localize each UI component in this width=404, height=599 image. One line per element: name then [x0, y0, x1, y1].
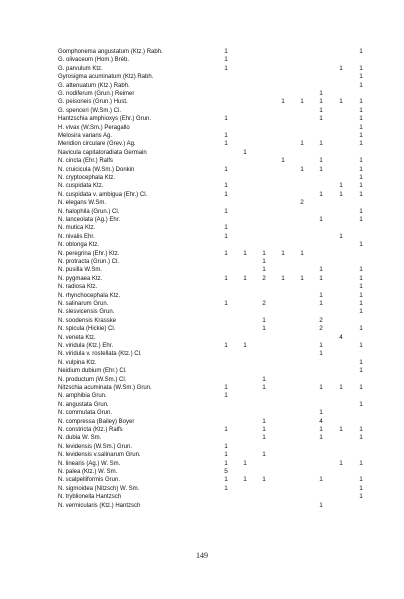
species-name: N. cuspidata Ktz.: [58, 183, 104, 190]
table-row: [0, 115, 404, 123]
table-row: [0, 367, 404, 375]
count-cell: 1: [243, 249, 247, 257]
table-row: [0, 107, 404, 115]
count-cell: 1: [281, 98, 285, 106]
count-cell: 1: [339, 64, 343, 72]
count-cell: 1: [224, 64, 228, 72]
species-name: N. lanceolata (Ag.) Ehr.: [58, 217, 121, 223]
table-row: [0, 224, 404, 232]
species-name: N. mutica Ktz.: [58, 225, 96, 232]
table-row: [0, 401, 404, 409]
species-name: N. tryblionella Hantzsch: [58, 494, 122, 501]
table-row: [0, 174, 404, 182]
count-cell: 1: [359, 182, 363, 190]
count-cell: 1: [224, 426, 228, 433]
count-cell: 1: [359, 493, 363, 501]
count-cell: 2: [262, 300, 266, 307]
count-cell: 1: [319, 266, 323, 274]
count-cell: 1: [262, 375, 266, 383]
count-cell: 1: [359, 484, 363, 492]
count-cell: 1: [319, 190, 323, 198]
count-cell: 1: [224, 207, 228, 215]
count-cell: 1: [300, 249, 304, 257]
count-cell: 1: [339, 182, 343, 190]
count-cell: 1: [319, 384, 323, 391]
count-cell: 1: [224, 48, 228, 55]
species-name: N. veneta Ktz.: [58, 334, 96, 341]
count-cell: 1: [224, 140, 228, 148]
table-row: [0, 283, 404, 291]
count-cell: 1: [224, 459, 228, 467]
count-cell: 1: [359, 426, 363, 433]
table-row: [0, 451, 404, 459]
species-name: G. parvulum Ktz.: [58, 65, 103, 72]
count-cell: 2: [319, 325, 323, 333]
table-row: [0, 191, 404, 199]
count-cell: 2: [300, 199, 304, 207]
species-name: N. soodensis Krasske: [58, 317, 117, 324]
table-row: [0, 124, 404, 132]
count-cell: 1: [319, 216, 323, 223]
count-cell: 1: [224, 232, 228, 240]
count-cell: 1: [359, 106, 363, 114]
count-cell: 1: [319, 342, 323, 349]
table-row: [0, 275, 404, 283]
table-row: [0, 485, 404, 493]
count-cell: 1: [224, 300, 228, 307]
table-row: [0, 73, 404, 81]
count-cell: 1: [262, 426, 266, 433]
species-name: N. levidensis (W.Sm.) Grun.: [58, 443, 133, 450]
count-cell: 1: [262, 451, 266, 459]
count-cell: 1: [359, 434, 363, 442]
species-name: N. productum (W.Sm.) Cl.: [58, 376, 127, 383]
species-name: G. olivaceum (Hom.) Bréb.: [58, 57, 130, 64]
count-cell: 1: [319, 501, 323, 509]
table-row: [0, 502, 404, 510]
count-cell: 1: [359, 459, 363, 467]
count-cell: 1: [262, 384, 266, 391]
count-cell: 1: [319, 350, 323, 358]
count-cell: 1: [319, 157, 323, 165]
species-name: N. elegans W.Sm.: [58, 200, 107, 207]
species-name: N. palea (Ktz.) W. Sm.: [58, 469, 118, 475]
count-cell: 1: [281, 249, 285, 257]
count-cell: 1: [224, 249, 228, 257]
table-row: [0, 468, 404, 476]
count-cell: 5: [224, 468, 228, 475]
table-row: [0, 317, 404, 325]
count-cell: 1: [319, 434, 323, 442]
page-number: 149: [196, 551, 208, 560]
species-name: N. pusilla W.Sm.: [58, 267, 103, 274]
species-name: N. scalpelliformis Grun.: [58, 477, 121, 484]
species-name: N. vermicularis (Ktz.) Hantzsch: [58, 502, 141, 509]
table-row: [0, 258, 404, 266]
table-row: [0, 350, 404, 358]
count-cell: 1: [281, 274, 285, 282]
count-cell: 1: [359, 98, 363, 106]
count-cell: 1: [339, 98, 343, 106]
table-row: [0, 149, 404, 157]
count-cell: 1: [262, 258, 266, 265]
count-cell: 1: [319, 90, 323, 97]
species-name: N. compressa (Bailey) Boyer: [58, 418, 135, 425]
count-cell: 1: [224, 274, 228, 282]
count-cell: 2: [319, 316, 323, 324]
count-cell: 1: [319, 426, 323, 433]
table-row: [0, 434, 404, 442]
count-cell: 1: [339, 232, 343, 240]
count-cell: 1: [339, 384, 343, 391]
count-cell: 1: [224, 165, 228, 173]
count-cell: 1: [319, 300, 323, 307]
count-cell: 1: [262, 249, 266, 257]
species-name: Hantzschia amphioxys (Ehr.) Grun.: [58, 116, 152, 123]
table-row: [0, 384, 404, 392]
count-cell: 2: [262, 274, 266, 282]
count-cell: 1: [319, 140, 323, 148]
species-name: N. rhynchocephala Ktz.: [58, 292, 121, 299]
count-cell: 1: [319, 274, 323, 282]
count-cell: 1: [319, 98, 323, 106]
table-row: [0, 157, 404, 165]
count-cell: 1: [359, 174, 363, 181]
count-cell: 1: [359, 400, 363, 408]
species-name: N. oblonga Ktz.: [58, 242, 100, 249]
count-cell: 1: [224, 451, 228, 459]
count-cell: 1: [359, 283, 363, 291]
table-row: [0, 359, 404, 367]
species-name: N. salinarum Grun.: [58, 301, 109, 307]
species-name: N. cuspidata v. ambigua (Ehr.) Cl.: [58, 191, 148, 198]
count-cell: 1: [339, 426, 343, 433]
count-cell: 1: [359, 157, 363, 165]
count-cell: 1: [359, 358, 363, 366]
count-cell: 1: [300, 165, 304, 173]
count-cell: 1: [359, 123, 363, 131]
count-cell: 1: [224, 190, 228, 198]
count-cell: 1: [243, 274, 247, 282]
table-row: [0, 476, 404, 484]
count-cell: 1: [359, 73, 363, 81]
table-row: [0, 409, 404, 417]
count-cell: 1: [224, 224, 228, 232]
species-name: N. constricta (Ktz.) Ralfs: [58, 427, 123, 433]
count-cell: 1: [359, 266, 363, 274]
count-cell: 1: [224, 442, 228, 450]
count-cell: 1: [359, 140, 363, 148]
count-cell: 4: [339, 333, 343, 341]
table-row: [0, 376, 404, 384]
count-cell: 1: [243, 459, 247, 467]
count-cell: 1: [319, 106, 323, 114]
table-row: [0, 325, 404, 333]
table-row: [0, 308, 404, 316]
table-row: [0, 250, 404, 258]
species-name: N. sigmoidea (Nitzsch) W. Sm.: [58, 485, 140, 492]
count-cell: 1: [359, 216, 363, 223]
species-name: N. commutata Grun.: [58, 410, 113, 417]
species-name: N. protracta (Grun.) Cl.: [58, 259, 120, 265]
count-cell: 1: [359, 300, 363, 307]
species-name: N. nivalis Ehr.: [58, 233, 95, 240]
count-cell: 1: [319, 476, 323, 484]
count-cell: 1: [262, 316, 266, 324]
table-row: [0, 132, 404, 140]
count-cell: 1: [319, 409, 323, 417]
count-cell: 1: [319, 115, 323, 123]
species-name: N. viridula v. rostellata (Ktz.) Cl.: [58, 351, 142, 358]
species-name: G. attenuatum (Ktz.) Rabh.: [58, 82, 130, 89]
count-cell: 1: [339, 190, 343, 198]
count-cell: 1: [359, 207, 363, 215]
count-cell: 1: [224, 342, 228, 349]
count-cell: 1: [359, 274, 363, 282]
count-cell: 1: [359, 291, 363, 299]
count-cell: 1: [224, 56, 228, 64]
count-cell: 1: [339, 459, 343, 467]
count-cell: 1: [359, 132, 363, 139]
table-row: [0, 443, 404, 451]
species-name: N. cryptocephala Ktz.: [58, 175, 116, 181]
table-row: [0, 48, 404, 56]
species-name: N. linearis (Ag.) W. Sm.: [58, 460, 121, 467]
species-name: N. slesvicensis Grun.: [58, 309, 115, 316]
species-name: G. spenceri (W.Sm.) Cl.: [58, 107, 122, 114]
species-name: Neidium dubium (Ehr.) Cl.: [58, 368, 127, 375]
species-name: N. halophila (Grun.) Cl.: [58, 208, 120, 215]
species-name: Gyrosigma acuminatum (Ktz) Rabh.: [58, 74, 154, 81]
count-cell: 1: [359, 241, 363, 249]
count-cell: 1: [359, 115, 363, 123]
count-cell: 1: [359, 190, 363, 198]
species-name: N. vulpina Ktz.: [58, 359, 97, 366]
count-cell: 1: [262, 476, 266, 484]
count-cell: 1: [359, 64, 363, 72]
count-cell: 1: [359, 367, 363, 375]
species-name: G. peisoneis (Grun.) Hust.: [58, 99, 128, 106]
species-name: N. radiosa Ktz.: [58, 284, 98, 291]
table-row: [0, 266, 404, 274]
table-row: [0, 460, 404, 468]
count-cell: 1: [224, 132, 228, 139]
count-cell: 4: [319, 417, 323, 425]
species-name: Meridion circulare (Grev.) Ag.: [58, 141, 136, 148]
count-cell: 1: [359, 81, 363, 89]
species-name: N. spicula (Hickie) Cl.: [58, 326, 116, 333]
count-cell: 1: [243, 148, 247, 156]
table-row: [0, 82, 404, 90]
table-row: [0, 182, 404, 190]
table-row: [0, 493, 404, 501]
table-row: [0, 233, 404, 241]
count-cell: 1: [243, 476, 247, 484]
table-row: [0, 90, 404, 98]
table-row: [0, 426, 404, 434]
species-name: N. pygmaea Ktz.: [58, 275, 103, 282]
species-name: N. angustata Grun.: [58, 401, 109, 408]
count-cell: 1: [262, 266, 266, 274]
count-cell: 1: [300, 98, 304, 106]
table-row: [0, 342, 404, 350]
species-name: Navicula capitatoradiata Germain: [58, 149, 147, 156]
count-cell: 1: [262, 434, 266, 442]
count-cell: 1: [281, 157, 285, 165]
count-cell: 1: [224, 115, 228, 123]
species-name: N. peregrina (Ehr.) Ktz.: [58, 250, 120, 257]
species-name: Melosira varians Ag.: [58, 133, 113, 139]
count-cell: 1: [359, 308, 363, 316]
table-row: [0, 65, 404, 73]
count-cell: 1: [359, 325, 363, 333]
count-cell: 1: [224, 392, 228, 400]
count-cell: 1: [359, 342, 363, 349]
species-name: N. dubia W. Sm.: [58, 435, 102, 442]
table-row: [0, 300, 404, 308]
count-cell: 1: [300, 140, 304, 148]
species-name: N. amphibia Grun.: [58, 393, 107, 400]
species-name: G. nodiferum (Grun.) Reimer: [58, 91, 135, 97]
table-row: [0, 166, 404, 174]
species-name: N. cincta (Ehr.) Ralfs: [58, 158, 114, 165]
species-name: Gomphonema angustatum (Ktz.) Rabh.: [58, 49, 163, 55]
table-row: [0, 392, 404, 400]
count-cell: 1: [359, 165, 363, 173]
species-name: N. levidensis v.salinarum Grun.: [58, 452, 141, 459]
table-row: [0, 292, 404, 300]
count-cell: 1: [224, 384, 228, 391]
count-cell: 1: [300, 274, 304, 282]
count-cell: 1: [359, 48, 363, 55]
species-name: H. vivax (W.Sm.) Peragallo: [58, 124, 130, 131]
species-name: Nitzschia acuminata (W.Sm.) Grun.: [58, 385, 152, 391]
table-row: [0, 208, 404, 216]
count-cell: 1: [243, 342, 247, 349]
count-cell: 1: [224, 476, 228, 484]
table-row: [0, 334, 404, 342]
table-row: [0, 241, 404, 249]
count-cell: 1: [359, 384, 363, 391]
table-row: [0, 418, 404, 426]
count-cell: 1: [262, 325, 266, 333]
table-row: [0, 140, 404, 148]
table-row: [0, 199, 404, 207]
count-cell: 1: [224, 182, 228, 190]
count-cell: 1: [224, 484, 228, 492]
count-cell: 1: [319, 291, 323, 299]
table-row: [0, 56, 404, 64]
count-cell: 1: [319, 165, 323, 173]
table-row: [0, 216, 404, 224]
species-name: N. cruicicula (W.Sm.) Donkin: [58, 166, 135, 173]
count-cell: 1: [262, 417, 266, 425]
species-name: N. viridula (Ktz.) Ehr.: [58, 343, 114, 349]
count-cell: 1: [359, 476, 363, 484]
table-row: [0, 98, 404, 106]
